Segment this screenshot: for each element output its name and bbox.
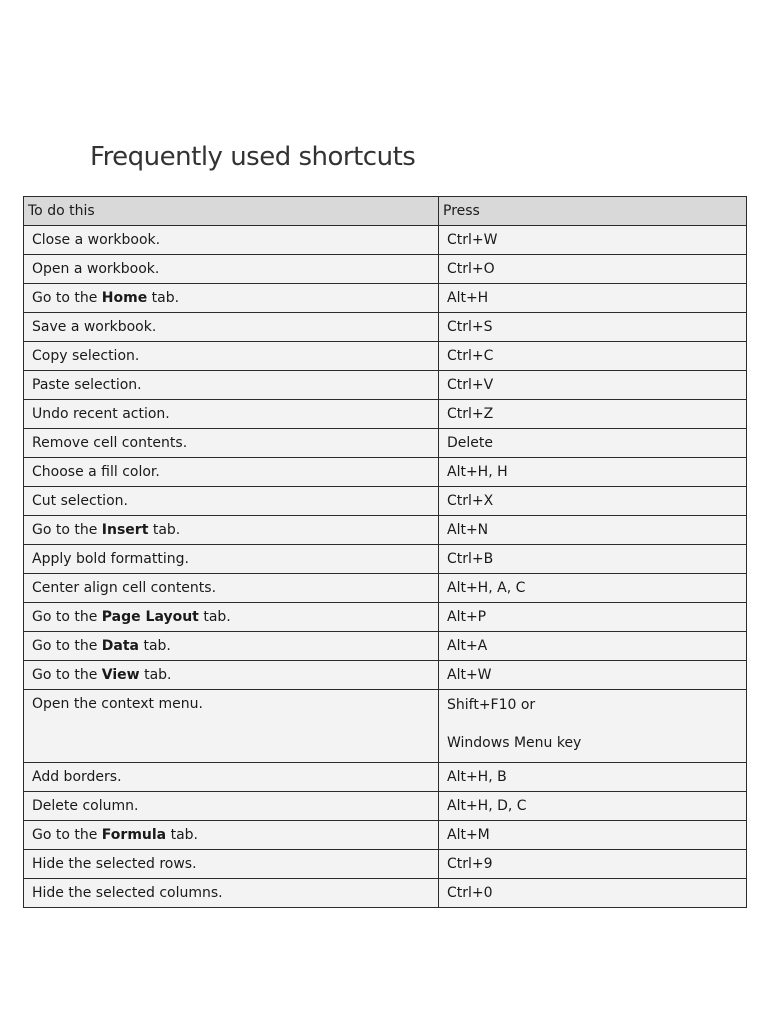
shortcut-keys: Alt+N [447,522,489,538]
table-row [24,458,747,487]
shortcut-keys: Alt+H, H [447,464,508,480]
table-row [24,763,747,792]
action-text: Choose a fill color. [32,464,160,480]
table-header-row [24,197,747,226]
header-keys: Press [439,197,747,226]
keys-cell [439,574,747,603]
action-cell [24,879,439,908]
action-text: Open a workbook. [32,261,160,277]
shortcut-keys: Ctrl+O [447,261,495,277]
action-text: tab. [139,638,171,654]
table-row [24,661,747,690]
action-cell [24,313,439,342]
action-cell [24,487,439,516]
action-text: Hide the selected rows. [32,856,197,872]
table-row [24,226,747,255]
action-text: tab. [166,827,198,843]
action-text: Cut selection. [32,493,128,509]
action-cell [24,284,439,313]
table-row [24,792,747,821]
tab-name: Data [101,638,140,654]
table-body [24,226,747,908]
action-cell [24,574,439,603]
action-cell [24,850,439,879]
shortcut-keys: Ctrl+C [447,348,494,364]
shortcut-keys: Alt+P [447,609,487,625]
keys-cell [439,821,747,850]
table-row [24,603,747,632]
action-text: Add borders. [32,769,122,785]
keys-cell [439,313,747,342]
shortcut-keys: Windows Menu key [447,735,582,751]
table-row [24,284,747,313]
action-cell [24,763,439,792]
table-row [24,632,747,661]
shortcut-keys: Ctrl+X [447,493,494,509]
shortcut-keys: Alt+W [447,667,492,683]
keys-cell [439,516,747,545]
tab-name: Insert [101,522,149,538]
action-cell [24,400,439,429]
table-row [24,400,747,429]
action-text: Paste selection. [32,377,142,393]
keys-cell [439,850,747,879]
table-row [24,255,747,284]
table-row [24,342,747,371]
action-text: Copy selection. [32,348,140,364]
header-action: To do this [24,197,439,226]
action-text: Hide the selected columns. [32,885,223,901]
table-row [24,850,747,879]
shortcut-keys: Ctrl+9 [447,856,493,872]
action-cell [24,821,439,850]
table-row [24,516,747,545]
action-text: Go to the [32,290,102,306]
tab-name: Home [101,290,148,306]
keys-cell [439,458,747,487]
tab-name: View [101,667,140,683]
shortcut-keys: Alt+H [447,290,489,306]
keys-cell [439,487,747,516]
shortcut-keys: Ctrl+S [447,319,493,335]
action-text: tab. [147,290,180,306]
keys-cell [439,661,747,690]
table-row [24,879,747,908]
action-text: Remove cell contents. [32,435,188,451]
tab-name: Formula [101,827,167,843]
tab-name: Page Layout [101,609,199,625]
action-cell [24,661,439,690]
action-text: Center align cell contents. [32,580,217,596]
action-cell [24,603,439,632]
shortcut-keys: Delete [447,435,493,451]
action-text: Go to the [32,638,102,654]
shortcut-keys: Ctrl+W [447,232,498,248]
action-text: Open the context menu. [32,696,203,712]
action-cell [24,429,439,458]
table-row [24,371,747,400]
action-text: tab. [198,609,231,625]
table-row [24,690,747,763]
action-cell [24,545,439,574]
action-text: Close a workbook. [32,232,161,248]
keys-cell [439,400,747,429]
keys-cell [439,603,747,632]
shortcut-keys: Ctrl+Z [447,406,494,422]
action-cell [24,226,439,255]
action-text: Go to the [32,522,102,538]
action-cell [24,632,439,661]
keys-cell [439,792,747,821]
action-text: Apply bold formatting. [32,551,189,567]
action-text: Delete column. [32,798,139,814]
keys-cell [439,255,747,284]
shortcut-keys: Alt+H, B [447,769,507,785]
keys-cell [439,690,747,763]
page-title: Frequently used shortcuts [90,142,416,172]
keys-cell [439,632,747,661]
keys-cell [439,545,747,574]
table-row [24,574,747,603]
shortcut-keys: Alt+H, D, C [447,798,527,814]
action-text: Go to the [32,827,102,843]
action-text: Go to the [32,609,102,625]
action-cell [24,342,439,371]
table-row [24,487,747,516]
keys-cell [439,342,747,371]
keys-cell [439,763,747,792]
action-cell [24,690,439,763]
shortcut-keys: Ctrl+0 [447,885,493,901]
shortcut-keys: Ctrl+V [447,377,494,393]
shortcut-keys: Alt+H, A, C [447,580,526,596]
action-text: tab. [148,522,181,538]
shortcut-keys: Shift+F10 or [447,697,536,713]
table-row [24,821,747,850]
action-cell [24,792,439,821]
action-text: Undo recent action. [32,406,170,422]
table-row [24,545,747,574]
action-text: Save a workbook. [32,319,157,335]
keys-cell [439,879,747,908]
action-text: Go to the [32,667,102,683]
table-row [24,429,747,458]
keys-cell [439,284,747,313]
keys-cell [439,226,747,255]
keys-cell [439,371,747,400]
shortcut-keys: Alt+M [447,827,490,843]
action-cell [24,458,439,487]
shortcut-keys: Alt+A [447,638,488,654]
action-cell [24,255,439,284]
action-cell [24,516,439,545]
shortcuts-table [23,196,747,908]
action-cell [24,371,439,400]
table-row [24,313,747,342]
keys-cell [439,429,747,458]
shortcut-keys: Ctrl+B [447,551,494,567]
action-text: tab. [139,667,172,683]
